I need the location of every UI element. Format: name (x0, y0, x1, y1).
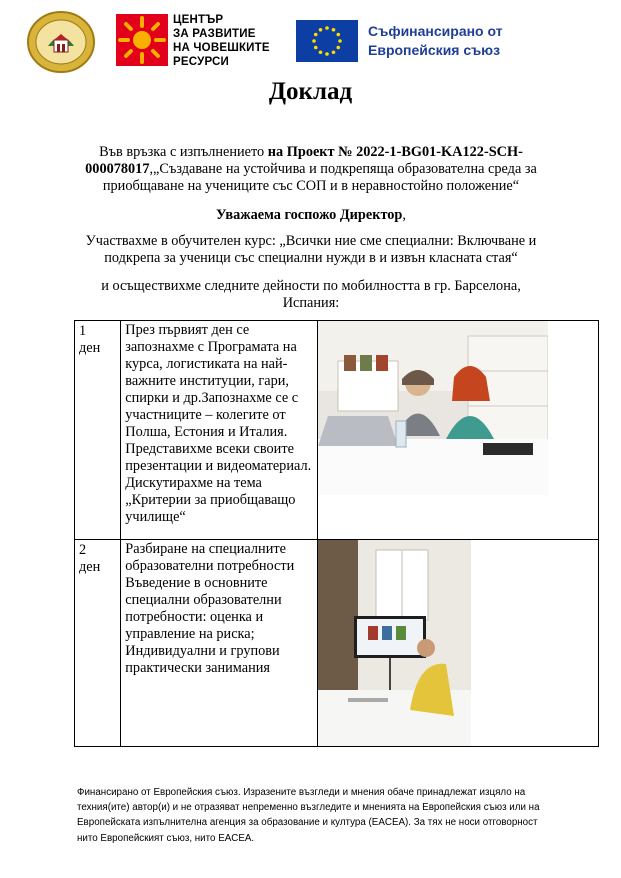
eu-star-icon (325, 26, 329, 30)
eu-star-icon (336, 33, 340, 37)
hrd-logo-text: ЦЕНТЪР ЗА РАЗВИТИЕ НА ЧОВЕШКИТЕ РЕСУРСИ (173, 14, 270, 68)
activities-table (74, 320, 599, 747)
eu-star-icon (332, 50, 336, 54)
eu-star-icon (336, 46, 340, 50)
table-row (75, 321, 599, 540)
eu-star-icon (319, 50, 323, 54)
eu-flag-icon (296, 20, 358, 62)
table-row (75, 540, 599, 747)
course-paragraph: Участвахме в обучителен курс: „Всички ние сме специални: Включване и подкрепа за ученици със специални нужди в и извън класната стая“ (85, 233, 537, 266)
training-room-photo (318, 540, 471, 746)
project-number: на Проект № 2022-1-BG01-KA122-SCH-000078017 (85, 144, 523, 177)
day-cell: 2 ден (75, 540, 121, 747)
salutation: Уважаема госпожо Директор, (216, 207, 406, 223)
eu-star-icon (312, 39, 316, 43)
eu-star-icon (314, 46, 318, 50)
activity-description: През първият ден се запознахме с Програмата на курса, логистиката на най-важните институции, гари, спирки и др.Запознахме се с участниците – колегите от Полша, Естония и Италия. Представихме всеки своите презентации и видеоматериал. Дискутирахме на тема „Критерии за приобщаващо училище“ (121, 321, 318, 540)
eu-star-icon (319, 28, 323, 32)
photo-cell (318, 540, 599, 747)
activities-intro: и осъществихме следните дейности по мобилността в гр. Барселона, Испания: (101, 278, 521, 311)
day-cell: 1 ден (75, 321, 121, 540)
photo-cell (318, 321, 599, 540)
hrd-sun-logo (116, 14, 168, 66)
participants-photo (318, 321, 548, 495)
eu-disclaimer: Финансирано от Европейския съюз. Изразените възгледи и мнения обаче принадлежат изцяло на техния(ите) автор(и) и не отразяват непременно възгледите и мненията на Европейския съюз или на Европейската изпълнителна агенция за образование и култура (EACEA). За тях не носи отговорност нито Европейският съюз, нито EACEA. (77, 787, 540, 844)
eu-star-icon (332, 28, 336, 32)
eu-star-icon (325, 52, 329, 56)
eu-star-icon (338, 39, 342, 43)
header (0, 6, 621, 74)
school-seal-logo (26, 10, 96, 74)
eu-cofunded-text: Съфинансирано от Европейския съюз (368, 23, 503, 58)
activity-description: Разбиране на специалните образователни потребности Въведение в основните специални образователни потребности: оценка и управление на риска; Индивидуални и групови практически занимания (121, 540, 318, 747)
intro-paragraph: Във връзка с изпълнението на Проект № 2022-1-BG01-KA122-SCH-000078017,„Създаване на устойчива и подкрепяща образователна среда за приобщаване на учениците със СОП и в неравностойно положение“ (85, 144, 537, 194)
page-title: Доклад (268, 78, 353, 105)
project-title: ,„Създаване на устойчива и подкрепяща образователна среда за приобщаване на учениците със СОП и в неравностойно положение“ (102, 161, 537, 194)
eu-star-icon (314, 33, 318, 37)
